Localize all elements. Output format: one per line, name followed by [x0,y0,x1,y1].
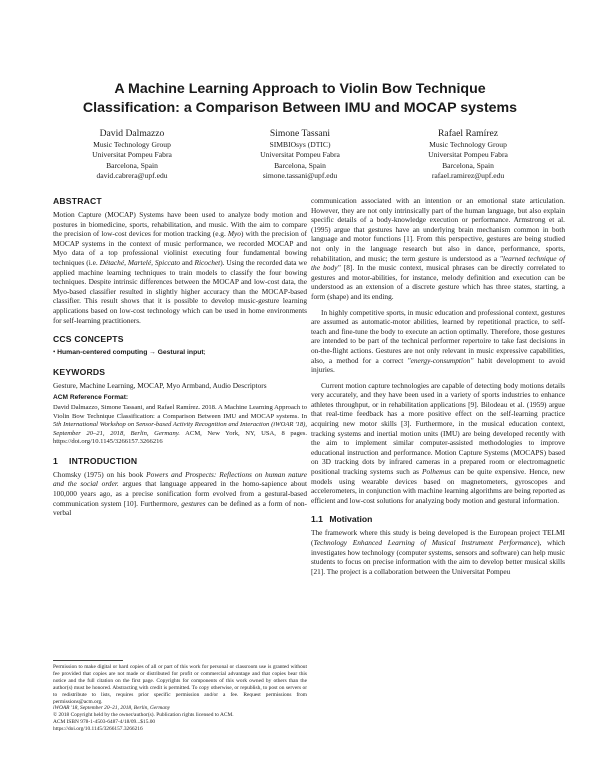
author-block [48,128,552,182]
abstract-text: Motion Capture (MOCAP) Systems have been used to analyze body motion and postures in biomedicine, sports, rehabilitation, and music. With the aim to compare the precision of low-cost devices for motion tracking (e.g. Myo) with the precision of MOCAP systems in the context of music performance, we recorded MOCAP and Myo data of a top professional violinist executing four fundamental bowing techniques (i.e. Détaché, Martelé, Spiccato and Ricochet). Using the recorded data we applied machine learning techniques to train models to classify the four bowing techniques. Despite intrinsic differences between the MOCAP and low-cost data, the Myo-based classifier resulted in slightly higher accuracy than the MOCAP-based classifier. This result shows that it is possible to develop music-gesture learning applications based on low-cost technology which can be used in home environments for self-learning practitioners. [53,210,307,325]
footnote-doi[interactable]: https://doi.org/10.1145/3266157.3266216 [53,726,143,733]
author-institution: Universitat Pompeu Fabra [92,150,172,160]
footnote-isbn: ACM ISBN 978-1-4503-6487-4/18/09...$15.00 [53,719,156,726]
permission-text: Permission to make digital or hard copies of all or part of this work for personal or classroom use is granted without fee provided that copies are not made or distributed for profit or commercial advantage and that copies bear this notice and the full citation on the first page. Copyrights for components of this work owned by others than the author(s) must be honored. Abstracting with credit is permitted. To copy otherwise, or republish, to post on servers or to redistribute to lists, requires prior specific permission and/or a fee. Request permissions from permissions@acm.org. [53,664,307,705]
author-name: Simone Tassani [269,128,331,139]
author-email[interactable]: rafael.ramirez@upf.edu [431,171,505,181]
intro-paragraph-3: Current motion capture technologies are capable of detecting body motions details very accurately, and they have been used in a variety of sports industries to enhance athletes throughput, or in rehabilitation applications [9]. Bilodeau et al. (1959) argue that real-time feedback has a more positive effect on the self-learning practice acquiring new motor skills [3]. Furthermore, in the musical education context, tracking systems and inertial motion units (IMU) are being developed recently with the aim to implement similar computer-assisted methodologies to improve educational instruction and performance. Motion Capture Systems (MOCAPS) based on 3D tracking dots by infrared cameras in a prepared room or electromagnetic positional tracking systems such as Polhemus can be quite expensive. Hence, new models using wearable devices based on magnetometers, gyroscopes and accelerometers, in conjunction with machine learning algorithms are being reported as efficient and low-cost solutions for analyzing body motion and gestural information. [311,380,565,505]
title-line-1: A Machine Learning Approach to Violin Bow Technique [114,81,486,97]
footnote-copyright: © 2018 Copyright held by the owner/author(s). Publication rights licensed to ACM. [53,712,234,719]
author-name: Rafael Ramírez [438,128,498,139]
abstract-heading: ABSTRACT [53,196,102,206]
intro-text: Chomsky (1975) on his book Powers and Prospects: Reflections on human nature and the social order. argues that language appeared in the homo-sapience about 100,000 years ago, as a precise sonification form evolved from a gestural-based communication system [10]. Furthermore, gestures can be defined as a form of non-verbal [53,469,308,518]
permission-footnote [53,660,307,733]
author-affiliation: Music Technology Group [93,140,171,149]
right-column [311,196,565,576]
footnote-rule [53,660,123,661]
intro-paragraph-2: In highly competitive sports, in music education and professional context, gestures are assumed as automatic-motor abilities, learned by repetitional practice, to self-teach and fine-tune the body to execute an action optimally. Therefore, those gestures are intended to be part of the technical performer repertoire to take fast decisions in on-the-flight actions. Gestures are not only relevant in music expressive capabilities, also, a method for a correct "energy-consumption" habit development to avoid injuries. [311,307,565,375]
paper-title [40,80,560,118]
author-city: Barcelona, Spain [274,160,326,170]
footnote-venue: iWOAR '18, September 20–21, 2018, Berlin, Germany [53,705,171,712]
acm-ref-text: David Dalmazzo, Simone Tassani, and Rafael Ramírez. 2018. A Machine Learning Approach to Violin Bow Technique Classification: a Comparison Between IMU and MOCAP systems. In 5th International Workshop on Sensor-based Activity Recognition and Interaction (iWOAR '18), September 20–21, 2018, Berlin, Germany. ACM, New York, NY, USA, 8 pages. https://doi.org/10.1145/3266157.3266216 [53,403,308,446]
author-2 [216,128,384,182]
title-line-2: Classification: a Comparison Between IMU and MOCAP systems [82,100,518,116]
author-name: David Dalmazzo [99,128,165,139]
author-affiliation: Music Technology Group [429,140,507,149]
author-institution: Universitat Pompeu Fabra [260,150,340,160]
keywords-text: Gesture, Machine Learning, MOCAP, Myo Armband, Audio Descriptors [53,380,267,390]
motivation-text: The framework where this study is being developed is the European project TELMI (Technology Enhanced Learning of Musical Instrument Performance), which investigates how technology (computer systems, sensors and software) can help music students to focus on precise information with the aim to develop better musical skills [21]. The project is a collaboration between the Universitat Pompeu [311,528,565,576]
acm-ref-heading: ACM Reference Format: [53,394,129,402]
author-email[interactable]: simone.tassani@upf.edu [262,171,338,181]
intro-paragraph-1: communication associated with an intention or an emotional state articulation. However, they are not only intrinsically part of the human language, but also explain specific details of a body-knowledge execution or performance. Armstrong et al. (1995) argue that gestures have an underlying brain mechanism common in both language and motor functions [1]. From this perspective, gestures are being studied not only in the language research but also in dance, performance, sports, rehabilitation, and music; the term gesture is understood as a "learned technique of the body" [8]. In the music context, musical phrases can be directly correlated to gestures and motor-abilities, for instance, melody definition and execution can be understood as an extension of a discrete gesture which has three states, starting, a form (shape) and its ending. [311,196,565,301]
author-1 [48,128,216,182]
ccs-heading: CCS CONCEPTS [53,334,124,345]
author-institution: Universitat Pompeu Fabra [428,150,508,160]
ccs-concepts: • Human-centered computing → Gestural input; [53,349,206,357]
author-affiliation: SIMBIOsys (DTIC) [269,140,331,149]
author-3 [384,128,552,182]
author-city: Barcelona, Spain [106,160,158,170]
motivation-heading: 1.1 Motivation [311,514,373,525]
left-column [53,196,307,518]
keywords-heading: KEYWORDS [53,366,106,377]
author-email[interactable]: david.cabrera@upf.edu [96,171,168,181]
author-city: Barcelona, Spain [442,160,494,170]
intro-heading: 1 INTRODUCTION [53,455,138,466]
